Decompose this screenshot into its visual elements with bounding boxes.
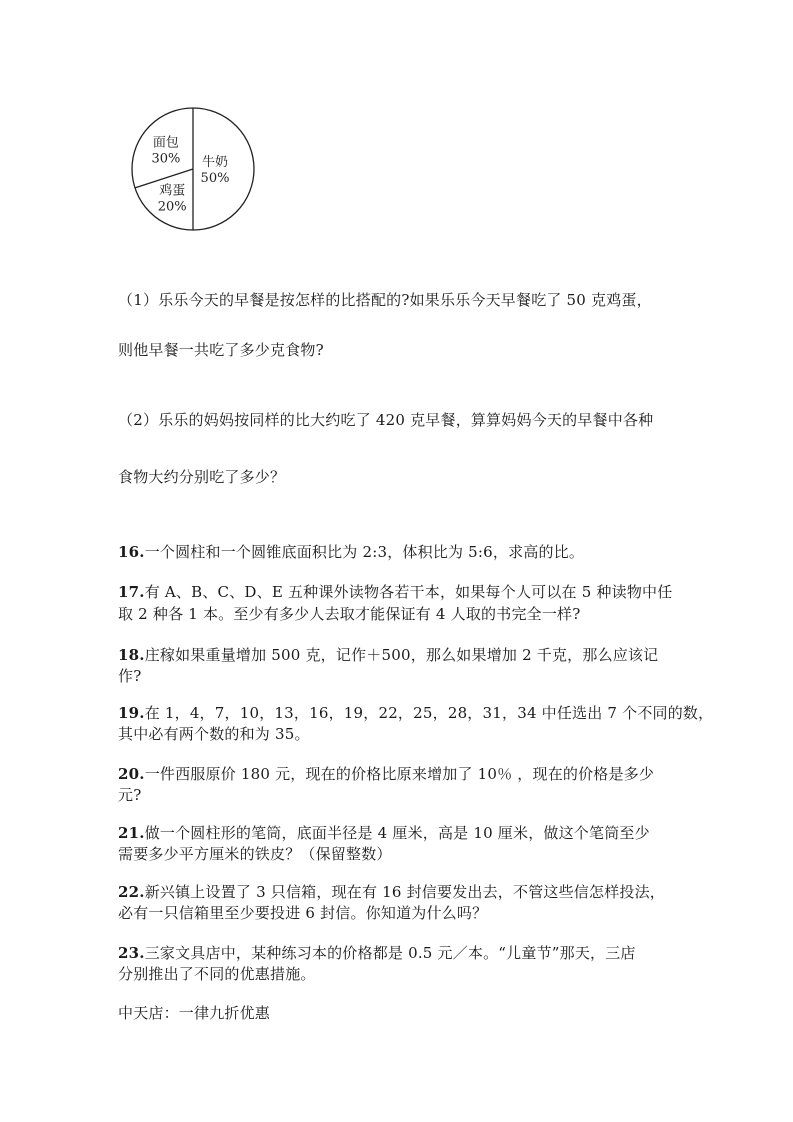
- question-number: 19.: [118, 704, 145, 722]
- question-text: 三家文具店中，某种练习本的价格都是 0.5 元／本。“儿童节”那天，三店: [144, 944, 636, 962]
- question-23-line2: 分别推出了不同的优惠措施。: [118, 965, 316, 983]
- question-text: 做一个圆柱形的笔筒，底面半径是 4 厘米，高是 10 厘米，做这个笔筒至少: [144, 824, 650, 842]
- pie-slice-label: 牛奶: [201, 155, 229, 170]
- question-21-line2: 需要多少平方厘米的铁皮？（保留整数）: [118, 845, 392, 863]
- question-17-line1: [118, 582, 672, 603]
- question-17-line2: 取 2 种各 1 本。至少有多少人去取才能保证有 4 人取的书完全一样?: [118, 605, 581, 623]
- question-18-line1: [118, 645, 658, 666]
- question-number: 20.: [118, 765, 145, 783]
- question-text: 一个圆柱和一个圆锥底面积比为 2:3，体积比为 5:6，求高的比。: [144, 543, 585, 561]
- question-number: 22.: [118, 883, 145, 901]
- question-23-line1: [118, 943, 636, 964]
- pie-slice-label: 面包: [152, 135, 179, 151]
- pie-slice-value: 50%: [200, 171, 230, 186]
- question-text: 庄稼如果重量增加 500 克，记作＋500，那么如果增加 2 千克，那么应该记: [144, 646, 659, 664]
- question-20-line2: 元?: [118, 786, 142, 804]
- question-18-line2: 作?: [118, 667, 142, 685]
- q15-part1-line1: （1）乐乐今天的早餐是按怎样的比搭配的?如果乐乐今天早餐吃了 50 克鸡蛋，: [118, 291, 652, 309]
- question-21-line1: [118, 823, 650, 844]
- question-number: 18.: [118, 646, 145, 664]
- shop-zhongtian-offer: 中天店：一律九折优惠: [118, 1004, 271, 1022]
- pie-slice-value: 20%: [157, 199, 187, 215]
- pie-slice-value: 30%: [151, 151, 181, 167]
- question-22-line1: [118, 882, 665, 903]
- question-number: 21.: [118, 824, 145, 842]
- question-number: 17.: [118, 583, 145, 601]
- question-19-line2: 其中必有两个数的和为 35。: [118, 725, 310, 743]
- q15-part2-line2: 食物大约分别吃了多少？: [118, 468, 286, 486]
- question-text: 新兴镇上设置了 3 只信箱，现在有 16 封信要发出去，不管这些信怎样投法，: [144, 883, 666, 901]
- question-number: 16.: [118, 543, 145, 561]
- question-20-line1: [118, 764, 654, 785]
- breakfast-pie-chart: [130, 106, 256, 232]
- q15-part2-line1: （2）乐乐的妈妈按同样的比大约吃了 420 克早餐，算算妈妈今天的早餐中各种: [118, 411, 654, 429]
- question-19-line1: [118, 703, 713, 724]
- q15-part1-line2: 则他早餐一共吃了多少克食物?: [118, 341, 324, 359]
- question-number: 23.: [118, 944, 145, 962]
- question-16: [118, 542, 584, 563]
- question-text: 有 A、B、C、D、E 五种课外读物各若干本，如果每个人可以在 5 种读物中任: [144, 583, 673, 601]
- question-22-line2: 必有一只信箱里至少要投进 6 封信。你知道为什么吗？: [118, 904, 488, 922]
- question-text: 在 1，4，7，10，13，16，19，22，25，28，31，34 中任选出 7 个不同的数，: [144, 704, 714, 722]
- pie-slice-label: 鸡蛋: [159, 183, 186, 199]
- question-text: 一件西服原价 180 元，现在的价格比原来增加了 10％ ，现在的价格是多少: [144, 765, 655, 783]
